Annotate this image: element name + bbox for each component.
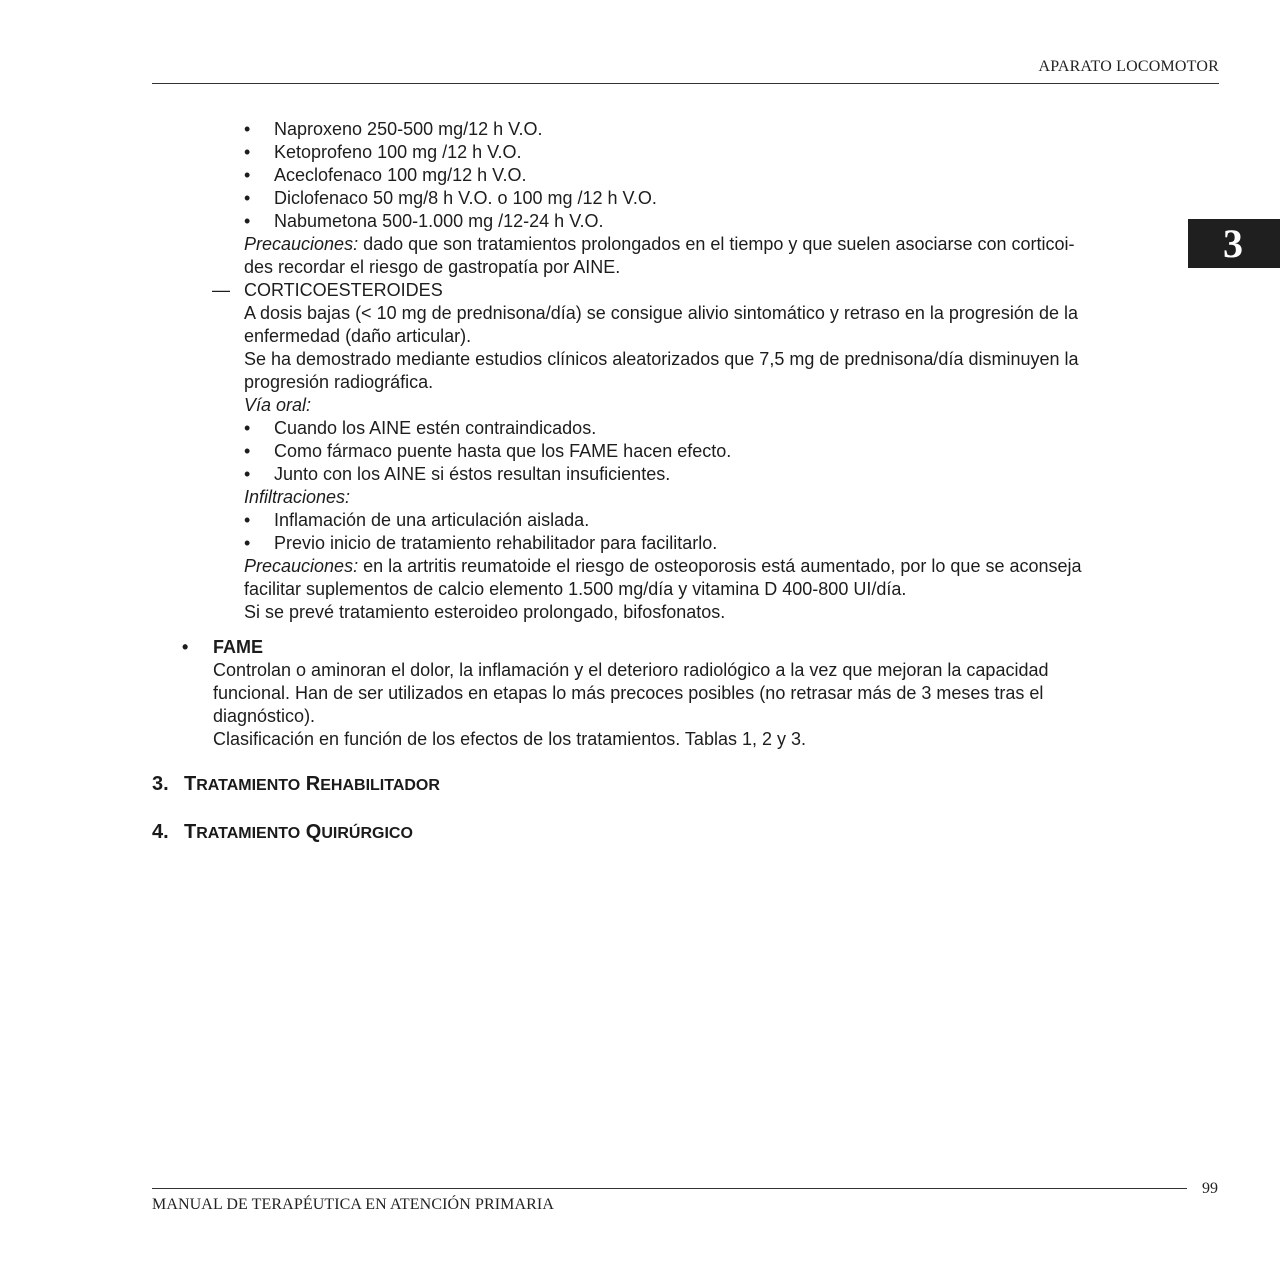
section-rest: UIRÚRGICO: [321, 825, 413, 842]
bullet-icon: •: [244, 142, 251, 162]
corticoids-precautions-label: Precauciones:: [244, 556, 359, 576]
section-number: 4.: [152, 821, 169, 843]
list-item-text: Previo inicio de tratamiento rehabilitador para facilitarlo.: [274, 533, 718, 553]
corticoids-precautions-text: en la artritis reumatoide el riesgo de osteoporosis está aumentado, por lo que se aconseja: [363, 556, 1082, 576]
footer-title: MANUAL DE TERAPÉUTICA EN ATENCIÓN PRIMARIA: [152, 1196, 554, 1213]
section-heading-3: [152, 772, 1158, 798]
bullet-icon: •: [244, 533, 251, 553]
dash-icon: —: [212, 280, 230, 300]
list-item: [152, 187, 1158, 210]
list-item: [152, 509, 1158, 532]
corticoids-precautions-line1: [152, 555, 1158, 578]
header-rule: [152, 83, 1219, 84]
list-item-text: Cuando los AINE estén contraindicados.: [274, 418, 597, 438]
aine-precautions-label: Precauciones:: [244, 234, 359, 254]
fame-line1: Controlan o aminoran el dolor, la inflamación y el deterioro radiológico a la vez que mejoran la capacidad: [213, 660, 1049, 680]
bullet-icon: •: [244, 119, 251, 139]
aine-precautions-line1: [152, 233, 1158, 256]
section-initial: R: [305, 773, 321, 795]
fame-line2: funcional. Han de ser utilizados en etapas lo más precoces posibles (no retrasar más de 3 meses tras el: [213, 683, 1044, 703]
fame-block: [152, 636, 1158, 751]
bullet-icon: •: [182, 637, 189, 657]
corticoids-para1-line1: A dosis bajas (< 10 mg de prednisona/día) se consigue alivio sintomático y retraso en la progresión de la: [244, 303, 1078, 323]
chapter-tab: 3: [1188, 219, 1280, 268]
page-body: [152, 118, 1158, 846]
corticoids-para1-line2: enfermedad (daño articular).: [244, 326, 472, 346]
list-item: [152, 118, 1158, 141]
list-item-text: Nabumetona 500-1.000 mg /12-24 h V.O.: [274, 211, 604, 231]
bullet-icon: •: [244, 441, 251, 461]
section-rest: RATAMIENTO: [196, 777, 301, 794]
bullet-icon: •: [244, 464, 251, 484]
section-initial: T: [184, 821, 197, 843]
list-item: [152, 440, 1158, 463]
infil-label: Infiltraciones:: [244, 487, 351, 507]
fame-line4: Clasificación en función de los efectos de los tratamientos. Tablas 1, 2 y 3.: [213, 729, 806, 749]
oral-label: Vía oral:: [244, 395, 312, 415]
corticoids-precautions-line2: facilitar suplementos de calcio elemento 1.500 mg/día y vitamina D 400-800 UI/día.: [244, 579, 907, 599]
section-number: 3.: [152, 773, 169, 795]
bullet-icon: •: [244, 188, 251, 208]
fame-heading: [152, 636, 1158, 659]
corticoids-precautions-line3: Si se prevé tratamiento esteroideo prolongado, bifosfonatos.: [244, 602, 726, 622]
corticoids-heading: [152, 279, 1158, 302]
list-item-text: Como fármaco puente hasta que los FAME hacen efecto.: [274, 441, 732, 461]
list-item: [152, 463, 1158, 486]
bullet-icon: •: [244, 510, 251, 530]
list-item-text: Junto con los AINE si éstos resultan insuficientes.: [274, 464, 671, 484]
bullet-icon: •: [244, 165, 251, 185]
corticoids-para2-line1: Se ha demostrado mediante estudios clínicos aleatorizados que 7,5 mg de prednisona/día disminuyen la: [244, 349, 1079, 369]
footer-rule: [152, 1188, 1187, 1189]
page-number: 99: [1202, 1180, 1218, 1197]
aine-precautions-line2: des recordar el riesgo de gastropatía por AINE.: [244, 257, 621, 277]
list-item: [152, 164, 1158, 187]
section-initial: T: [184, 773, 197, 795]
list-item-text: Inflamación de una articulación aislada.: [274, 510, 590, 530]
bullet-icon: •: [244, 211, 251, 231]
section-rest: EHABILITADOR: [320, 777, 440, 794]
list-item-text: Naproxeno 250-500 mg/12 h V.O.: [274, 119, 543, 139]
section-rest: RATAMIENTO: [196, 825, 301, 842]
list-item: [152, 210, 1158, 233]
list-item: [152, 417, 1158, 440]
bullet-icon: •: [244, 418, 251, 438]
section-heading-4: [152, 820, 1158, 846]
running-header: APARATO LOCOMOTOR: [1038, 58, 1219, 75]
corticoids-title: CORTICOESTEROIDES: [244, 280, 443, 300]
fame-line3: diagnóstico).: [213, 706, 316, 726]
corticoids-para2-line2: progresión radiográfica.: [244, 372, 434, 392]
list-item-text: Aceclofenaco 100 mg/12 h V.O.: [274, 165, 527, 185]
list-item-text: Ketoprofeno 100 mg /12 h V.O.: [274, 142, 522, 162]
fame-title: FAME: [213, 637, 264, 657]
aine-precautions-text: dado que son tratamientos prolongados en el tiempo y que suelen asociarse con corticoi-: [363, 234, 1075, 254]
list-item-text: Diclofenaco 50 mg/8 h V.O. o 100 mg /12 h V.O.: [274, 188, 657, 208]
list-item: [152, 141, 1158, 164]
section-initial: Q: [305, 821, 322, 843]
list-item: [152, 532, 1158, 555]
